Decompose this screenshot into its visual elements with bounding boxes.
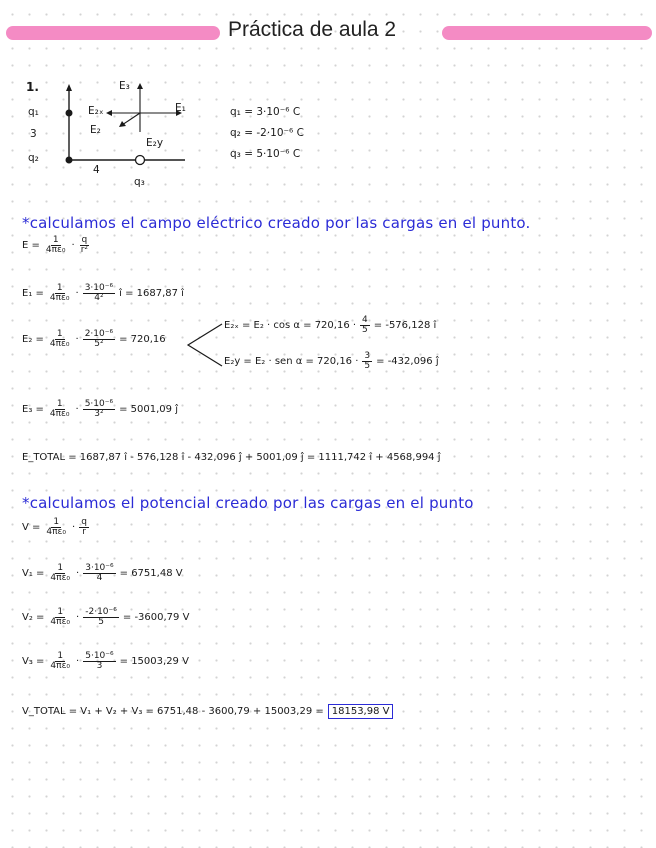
e2-num: 2·10⁻⁶	[84, 329, 114, 339]
v2-lhs: V₂ =	[22, 612, 45, 624]
v1-den: 4	[96, 573, 103, 584]
e2y-num: 3	[364, 351, 371, 361]
e2-rhs: = 720,16	[119, 334, 166, 346]
e1-num: 3·10⁻⁶	[84, 283, 114, 293]
e-total-equation: E_TOTAL = 1687,87 î - 576,128 î - 432,096 ĵ + 5001,09 ĵ = 1111,742 î + 4568,994 ĵ	[22, 452, 441, 463]
e2y-fraction	[362, 352, 372, 372]
e2y-rhs: = -432,096 ĵ	[376, 356, 439, 368]
charge-q1: q₁ = 3·10⁻⁶ C	[230, 106, 301, 118]
v2-den: 5	[98, 617, 104, 628]
e2-k	[48, 330, 72, 350]
field-formula: E = $\frac{1}{\text{4πε₀}}$ · $\frac{q}{\text{r²}}$	[22, 235, 89, 256]
e3-k-num: 1	[56, 399, 63, 409]
page-title: Práctica de aula 2	[228, 18, 397, 41]
v1-lhs: V₁ =	[22, 568, 45, 580]
e1-k-den: 4πε₀	[49, 293, 70, 304]
e2-lhs: E₂ =	[22, 334, 44, 346]
v1-fraction	[83, 564, 115, 584]
v1-k	[48, 564, 72, 584]
charge-over-r2	[79, 236, 90, 256]
label-e2: E₂	[90, 124, 101, 136]
label-e2x: E₂ₓ	[88, 105, 104, 117]
e2-k-num: 1	[56, 329, 63, 339]
label-q2: q₂	[28, 152, 39, 164]
label-side-vertical: 3	[30, 128, 37, 140]
label-e2y: E₂y	[146, 137, 164, 149]
e3-fraction	[83, 400, 115, 420]
v3-k-den: 4πε₀	[50, 661, 71, 672]
potential-formula-lhs: V =	[22, 522, 41, 534]
v2-k	[48, 608, 72, 628]
v3-lhs: V₃ =	[22, 656, 45, 668]
v1-k-den: 4πε₀	[50, 573, 71, 584]
e2y-equation	[224, 352, 439, 372]
v-q-den: r	[82, 527, 86, 538]
v1-num: 3·10⁻⁶	[85, 563, 114, 573]
e1-equation: E₁ = $\frac{1}{\text{4πε₀}}$ · $\frac{\text{3·10⁻⁶}}{\text{4²}}$ î = 1687,87 î	[22, 283, 184, 304]
v-total-equation	[22, 704, 393, 719]
e2x-den: 5	[362, 325, 368, 336]
v3-equation: V₃ = $\frac{1}{\text{4πε₀}}$ · $\frac{\text{5·10⁻⁶}}{3}$ = 15003,29 V	[22, 651, 189, 672]
e1-k	[48, 284, 72, 304]
v3-den: 3	[96, 661, 103, 672]
v3-fraction	[83, 652, 115, 672]
e3-equation: E₃ = $\frac{1}{\text{4πε₀}}$ · $\frac{\text{5·10⁻⁶}}{\text{3²}}$ = 5001,09 ĵ	[22, 399, 178, 420]
v2-rhs: = -3600,79 V	[122, 612, 190, 624]
e2y-lhs: E₂y = E₂ · sen α = 720,16 ·	[224, 356, 359, 368]
charge-over-r	[79, 518, 89, 538]
q-num: q	[81, 235, 88, 245]
v1-equation: V₁ = $\frac{1}{\text{4πε₀}}$ · $\frac{\text{3·10⁻⁶}}{4}$ = 6751,48 V	[22, 563, 183, 584]
e2-equation: E₂ = $\frac{1}{\text{4πε₀}}$ · $\frac{\text{2·10⁻⁶}}{\text{5²}}$ = 720,16	[22, 329, 166, 350]
v3-k-num: 1	[57, 651, 64, 661]
label-q1: q₁	[28, 106, 39, 118]
v-k-num: 1	[53, 517, 60, 527]
e3-k-den: 4πε₀	[49, 409, 70, 420]
k-num: 1	[52, 235, 59, 245]
label-side-horizontal: 4	[93, 164, 100, 176]
e1-fraction	[83, 284, 115, 304]
v1-k-num: 1	[57, 563, 64, 573]
e2x-fraction	[360, 316, 370, 336]
v-k-den: 4πε₀	[46, 527, 67, 538]
e1-rhs: î = 1687,87 î	[119, 288, 184, 300]
e2y-den: 5	[364, 361, 371, 372]
potential-heading: *calculamos el potencial creado por las cargas en el punto	[22, 494, 474, 512]
e3-den: 3²	[94, 409, 104, 420]
k-den: 4πε₀	[45, 245, 66, 256]
e3-num: 5·10⁻⁶	[84, 399, 114, 409]
e1-lhs: E₁ =	[22, 288, 44, 300]
problem-number: 1.	[26, 80, 39, 94]
label-e1: E₁	[175, 102, 186, 114]
charge-q2: q₂ = -2·10⁻⁶ C	[230, 127, 304, 139]
v-total-prefix: V_TOTAL = V₁ + V₂ + V₃ = 6751,48 - 3600,79 + 15003,29 =	[22, 706, 324, 717]
branch-bracket	[186, 322, 226, 368]
e3-k	[48, 400, 72, 420]
e1-den: 4²	[94, 293, 104, 304]
q-den: r²	[80, 245, 89, 256]
coulomb-constant	[44, 236, 68, 256]
e2-fraction	[83, 330, 115, 350]
e2-k-den: 4πε₀	[49, 339, 70, 350]
e2x-num: 4	[362, 315, 368, 325]
charge-q3: q₃ = 5·10⁻⁶ C	[230, 148, 301, 160]
v2-k-num: 1	[57, 607, 64, 617]
v3-rhs: = 15003,29 V	[119, 656, 189, 668]
v1-rhs: = 6751,48 V	[119, 568, 183, 580]
e2x-equation	[224, 316, 436, 336]
v-q-num: q	[81, 517, 87, 527]
field-heading: *calculamos el campo eléctrico creado por las cargas en el punto.	[22, 214, 531, 232]
e3-rhs: = 5001,09 ĵ	[119, 404, 178, 416]
e2x-rhs: = -576,128 î	[373, 320, 437, 332]
v3-num: 5·10⁻⁶	[85, 651, 114, 661]
v2-k-den: 4πε₀	[50, 617, 71, 628]
header-left-bar	[6, 26, 220, 40]
header-right-bar	[442, 26, 652, 40]
e1-k-num: 1	[56, 283, 63, 293]
v-k	[44, 518, 68, 538]
label-e3: E₃	[119, 80, 130, 92]
e2-den: 5²	[94, 339, 104, 350]
v2-equation: V₂ = $\frac{1}{\text{4πε₀}}$ · $\frac{\text{-2·10⁻⁶}}{5}$ = -3600,79 V	[22, 607, 190, 628]
potential-formula: V = $\frac{1}{\text{4πε₀}}$ · $\frac{q}{r}$	[22, 517, 87, 538]
e3-lhs: E₃ =	[22, 404, 44, 416]
field-formula-lhs: E =	[22, 240, 40, 252]
charge-diagram	[40, 80, 200, 180]
v-total-result-box: 18153,98 V	[328, 704, 394, 719]
e2x-lhs: E₂ₓ = E₂ · cos α = 720,16 ·	[224, 320, 357, 332]
v2-fraction	[83, 608, 119, 628]
v2-num: -2·10⁻⁶	[85, 607, 117, 617]
v3-k	[48, 652, 72, 672]
label-q3: q₃	[134, 176, 145, 188]
